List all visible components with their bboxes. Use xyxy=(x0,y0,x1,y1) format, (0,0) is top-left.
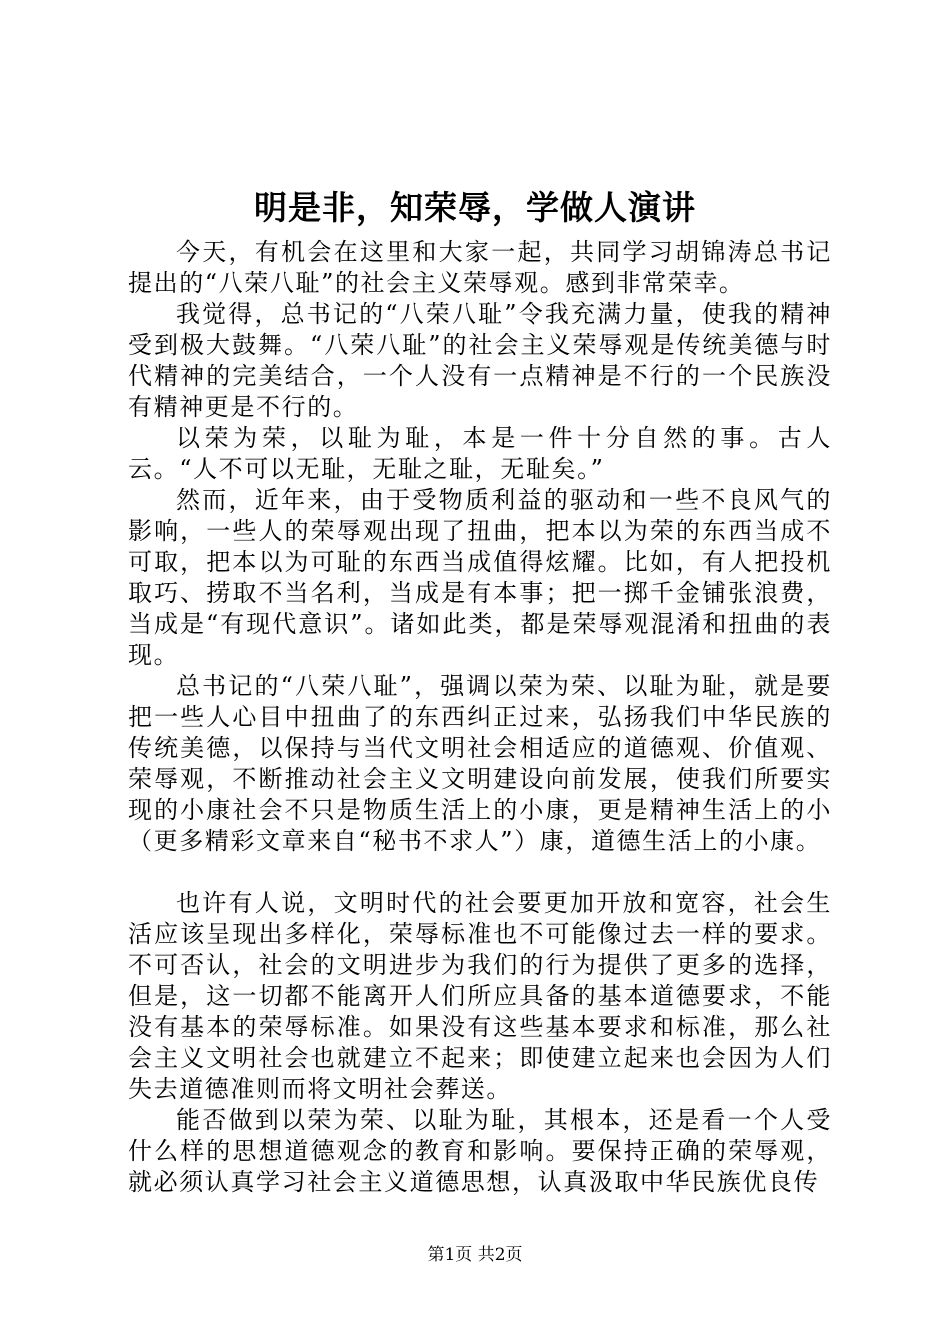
paragraph: 今天，有机会在这里和大家一起，共同学习胡锦涛总书记提出的“八荣八耻”的社会主义荣辱观。感到非常荣幸。 xyxy=(128,238,832,297)
paragraph: 以荣为荣，以耻为耻，本是一件十分自然的事。古人云。“人不可以无耻，无耻之耻，无耻矣。” xyxy=(128,424,832,483)
document-body xyxy=(128,237,832,1198)
paragraph: 我觉得，总书记的“八荣八耻”令我充满力量，使我的精神受到极大鼓舞。“八荣八耻”的社会主义荣辱观是传统美德与时代精神的完美结合，一个人没有一点精神是不行的一个民族没有精神更是不行的。 xyxy=(128,300,832,421)
paragraph-spacer xyxy=(128,857,832,888)
paragraph: 能否做到以荣为荣、以耻为耻，其根本，还是看一个人受什么样的思想道德观念的教育和影响。要保持正确的荣辱观，就必须认真学习社会主义道德思想，认真汲取中华民族优良传 xyxy=(128,1106,832,1196)
paragraph: 然而，近年来，由于受物质利益的驱动和一些不良风气的影响，一些人的荣辱观出现了扭曲，把本以为荣的东西当成不可取，把本以为可耻的东西当成值得炫耀。比如，有人把投机取巧、捞取不当名利，当成是有本事；把一掷千金铺张浪费，当成是“有现代意识”。诸如此类，都是荣辱观混淆和扭曲的表现。 xyxy=(128,486,832,669)
paragraph: 总书记的“八荣八耻”，强调以荣为荣、以耻为耻，就是要把一些人心目中扭曲了的东西纠正过来，弘扬我们中华民族的传统美德，以保持与当代文明社会相适应的道德观、价值观、荣辱观，不断推动社会主义文明建设向前发展，使我们所要实现的小康社会不只是物质生活上的小康，更是精神生活上的小（更多精彩文章来自“秘书不求人”）康，道德生活上的小康。 xyxy=(128,672,832,855)
paragraph: 也许有人说，文明时代的社会要更加开放和宽容，社会生活应该呈现出多样化，荣辱标准也不可能像过去一样的要求。不可否认，社会的文明进步为我们的行为提供了更多的选择，但是，这一切都不能离开人们所应具备的基本道德要求，不能没有基本的荣辱标准。如果没有这些基本要求和标准，那么社会主义文明社会也就建立不起来；即使建立起来也会因为人们失去道德准则而将文明社会葬送。 xyxy=(128,889,832,1103)
document-title: 明是非，知荣辱，学做人演讲 xyxy=(254,188,696,227)
page-footer: 第1页 共2页 xyxy=(427,1245,523,1265)
